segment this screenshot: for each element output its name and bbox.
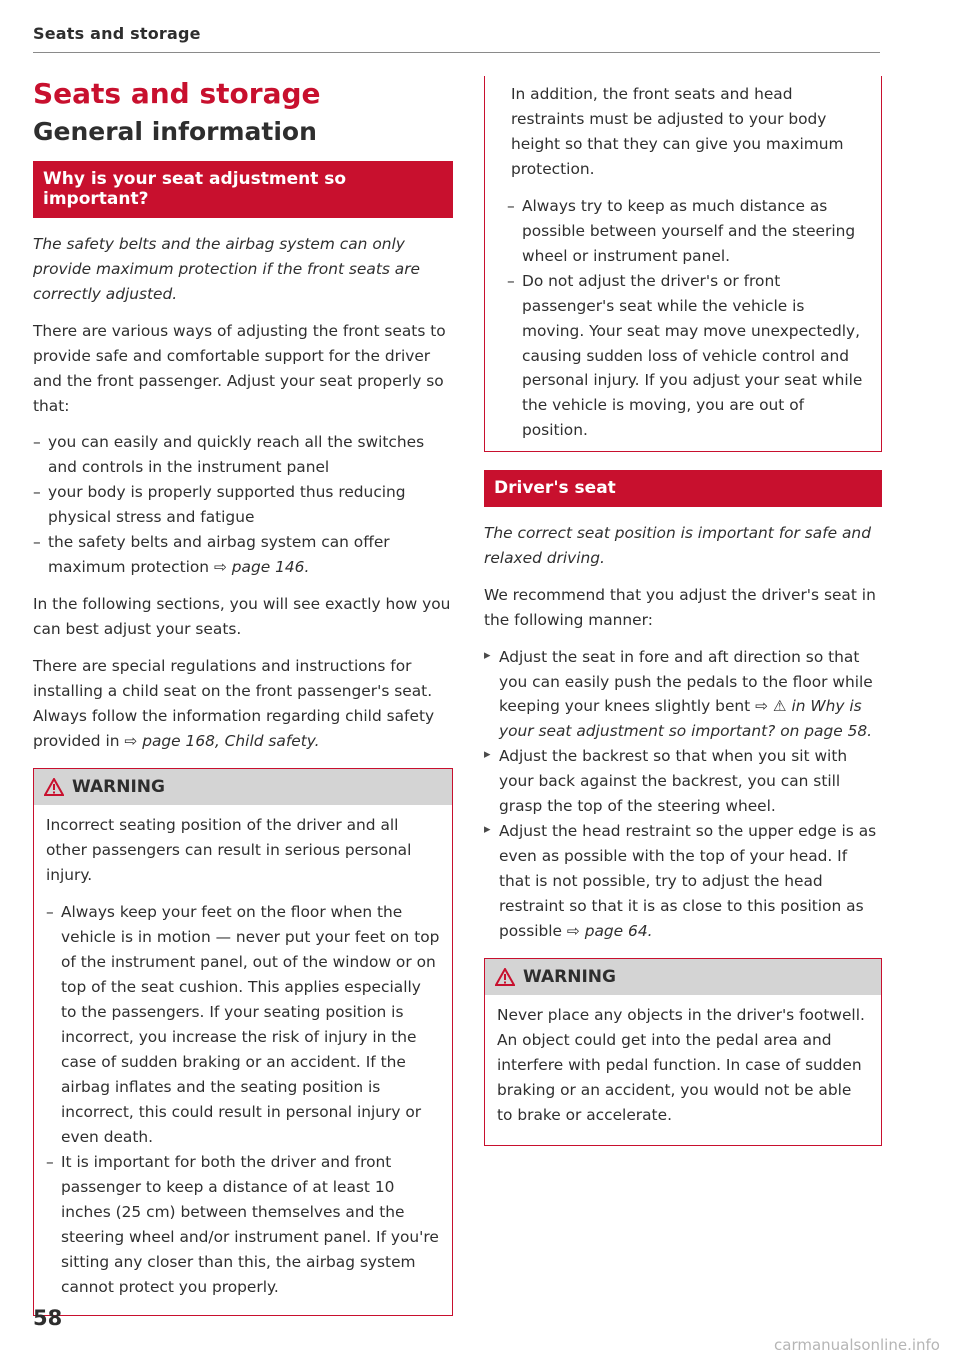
left-column xyxy=(33,72,453,1316)
warning-text: Never place any objects in the driver's footwell. An object could get into the pedal area and interfere with pedal function. In case of sudden braking or an accident, you would not be able to brake or accelerate. xyxy=(497,1005,865,1125)
right-column xyxy=(484,76,882,1146)
paragraph xyxy=(33,654,453,754)
running-header: Seats and storage xyxy=(33,24,201,43)
header-rule xyxy=(33,52,880,53)
section-heading-drivers-seat: Driver's seat xyxy=(484,470,882,506)
warning-continued-list xyxy=(507,194,869,444)
warning-header xyxy=(34,769,452,805)
list-item: – Always try to keep as much distance as possible between yourself and the steering wheel or instrument panel. xyxy=(507,194,869,269)
warning-label: WARNING xyxy=(523,966,616,987)
step-text: Adjust the seat in fore and aft direction so that you can easily push the pedals to the floor while keeping your knees slightly bent xyxy=(499,647,873,716)
adjust-criteria-list xyxy=(33,430,453,580)
warning-list xyxy=(46,900,440,1299)
warning-continuation-box xyxy=(484,76,882,452)
list-item-text: the safety belts and airbag system can offer maximum protection xyxy=(48,533,390,577)
warning-reference-link[interactable]: ⇨ ⚠ in Why is your seat adjustment so important? on page 58. xyxy=(499,697,873,741)
list-item xyxy=(33,530,453,580)
lead-text: The correct seat position is important for safe and relaxed driving. xyxy=(484,523,871,567)
warning-label: WARNING xyxy=(72,776,165,797)
page-reference-link[interactable]: ⇨ page 146. xyxy=(213,558,310,577)
watermark: carmanualsonline.info xyxy=(774,1336,940,1354)
page-number: 58 xyxy=(33,1306,63,1330)
warning-box xyxy=(484,958,882,1146)
page-reference-link[interactable]: ⇨ page 168, Child safety. xyxy=(124,731,320,750)
warning-triangle-icon xyxy=(44,778,64,796)
chapter-title: Seats and storage xyxy=(33,77,321,110)
list-item: – It is important for both the driver and front passenger to keep a distance of at least 10 inches (25 cm) between themselves and the steering wheel and/or instrument panel. If you're sitting any closer than this, the airbag system cannot protect you properly. xyxy=(46,1150,440,1300)
warning-box xyxy=(33,768,453,1317)
warning-intro: Incorrect seating position of the driver and all other passengers can result in serious personal injury. xyxy=(46,815,412,885)
chapter-subtitle: General information xyxy=(33,117,317,146)
paragraph: In the following sections, you will see exactly how you can best adjust your seats. xyxy=(33,595,451,639)
section-heading-seat-adjustment: Why is your seat adjustment so important? xyxy=(33,161,453,218)
list-item: – your body is properly supported thus reducing physical stress and fatigue xyxy=(33,480,453,530)
step-item xyxy=(484,819,882,944)
warning-continued-text: In addition, the front seats and head restraints must be adjusted to your body height so that they can give you maximum protection. xyxy=(511,85,844,178)
paragraph-text: There are special regulations and instructions for installing a child seat on the front passenger's seat. Always follow the information regarding child safety provided in xyxy=(33,657,435,750)
warning-triangle-icon xyxy=(495,968,515,986)
warning-body xyxy=(485,995,881,1145)
warning-body xyxy=(34,805,452,1316)
page-reference-link[interactable]: ⇨ page 64. xyxy=(566,922,653,941)
step-item xyxy=(484,645,882,745)
step-item: ▸ Adjust the backrest so that when you sit with your back against the backrest, you can still grasp the top of the steering wheel. xyxy=(484,744,882,819)
adjustment-steps-list xyxy=(484,645,882,944)
list-item: – Do not adjust the driver's or front passenger's seat while the vehicle is moving. Your seat may move unexpectedly, causing sudden loss of vehicle control and personal injury. If you adjust your seat while the vehicle is moving, you are out of position. xyxy=(507,269,869,444)
step-text: Adjust the head restraint so the upper edge is as even as possible with the top of your head. If that is not possible, try to adjust the head restraint so that it is as close to this position as possible xyxy=(499,822,877,941)
warning-header xyxy=(485,959,881,995)
paragraph: We recommend that you adjust the driver's seat in the following manner: xyxy=(484,585,876,629)
paragraph: There are various ways of adjusting the front seats to provide safe and comfortable support for the driver and the front passenger. Adjust your seat properly so that: xyxy=(33,321,446,415)
list-item: – Always keep your feet on the floor when the vehicle is in motion — never put your feet on top of the instrument panel, out of the window or on top of the seat cushion. This applies especially to the passengers. If your seating position is incorrect, you increase the risk of injury in the case of sudden braking or an accident. If the airbag inflates and the seating position is incorrect, this could result in personal injury or even death. xyxy=(46,900,440,1150)
list-item: – you can easily and quickly reach all the switches and controls in the instrument panel xyxy=(33,430,453,480)
lead-text: The safety belts and the airbag system can only provide maximum protection if the front seats are correctly adjusted. xyxy=(33,234,420,303)
